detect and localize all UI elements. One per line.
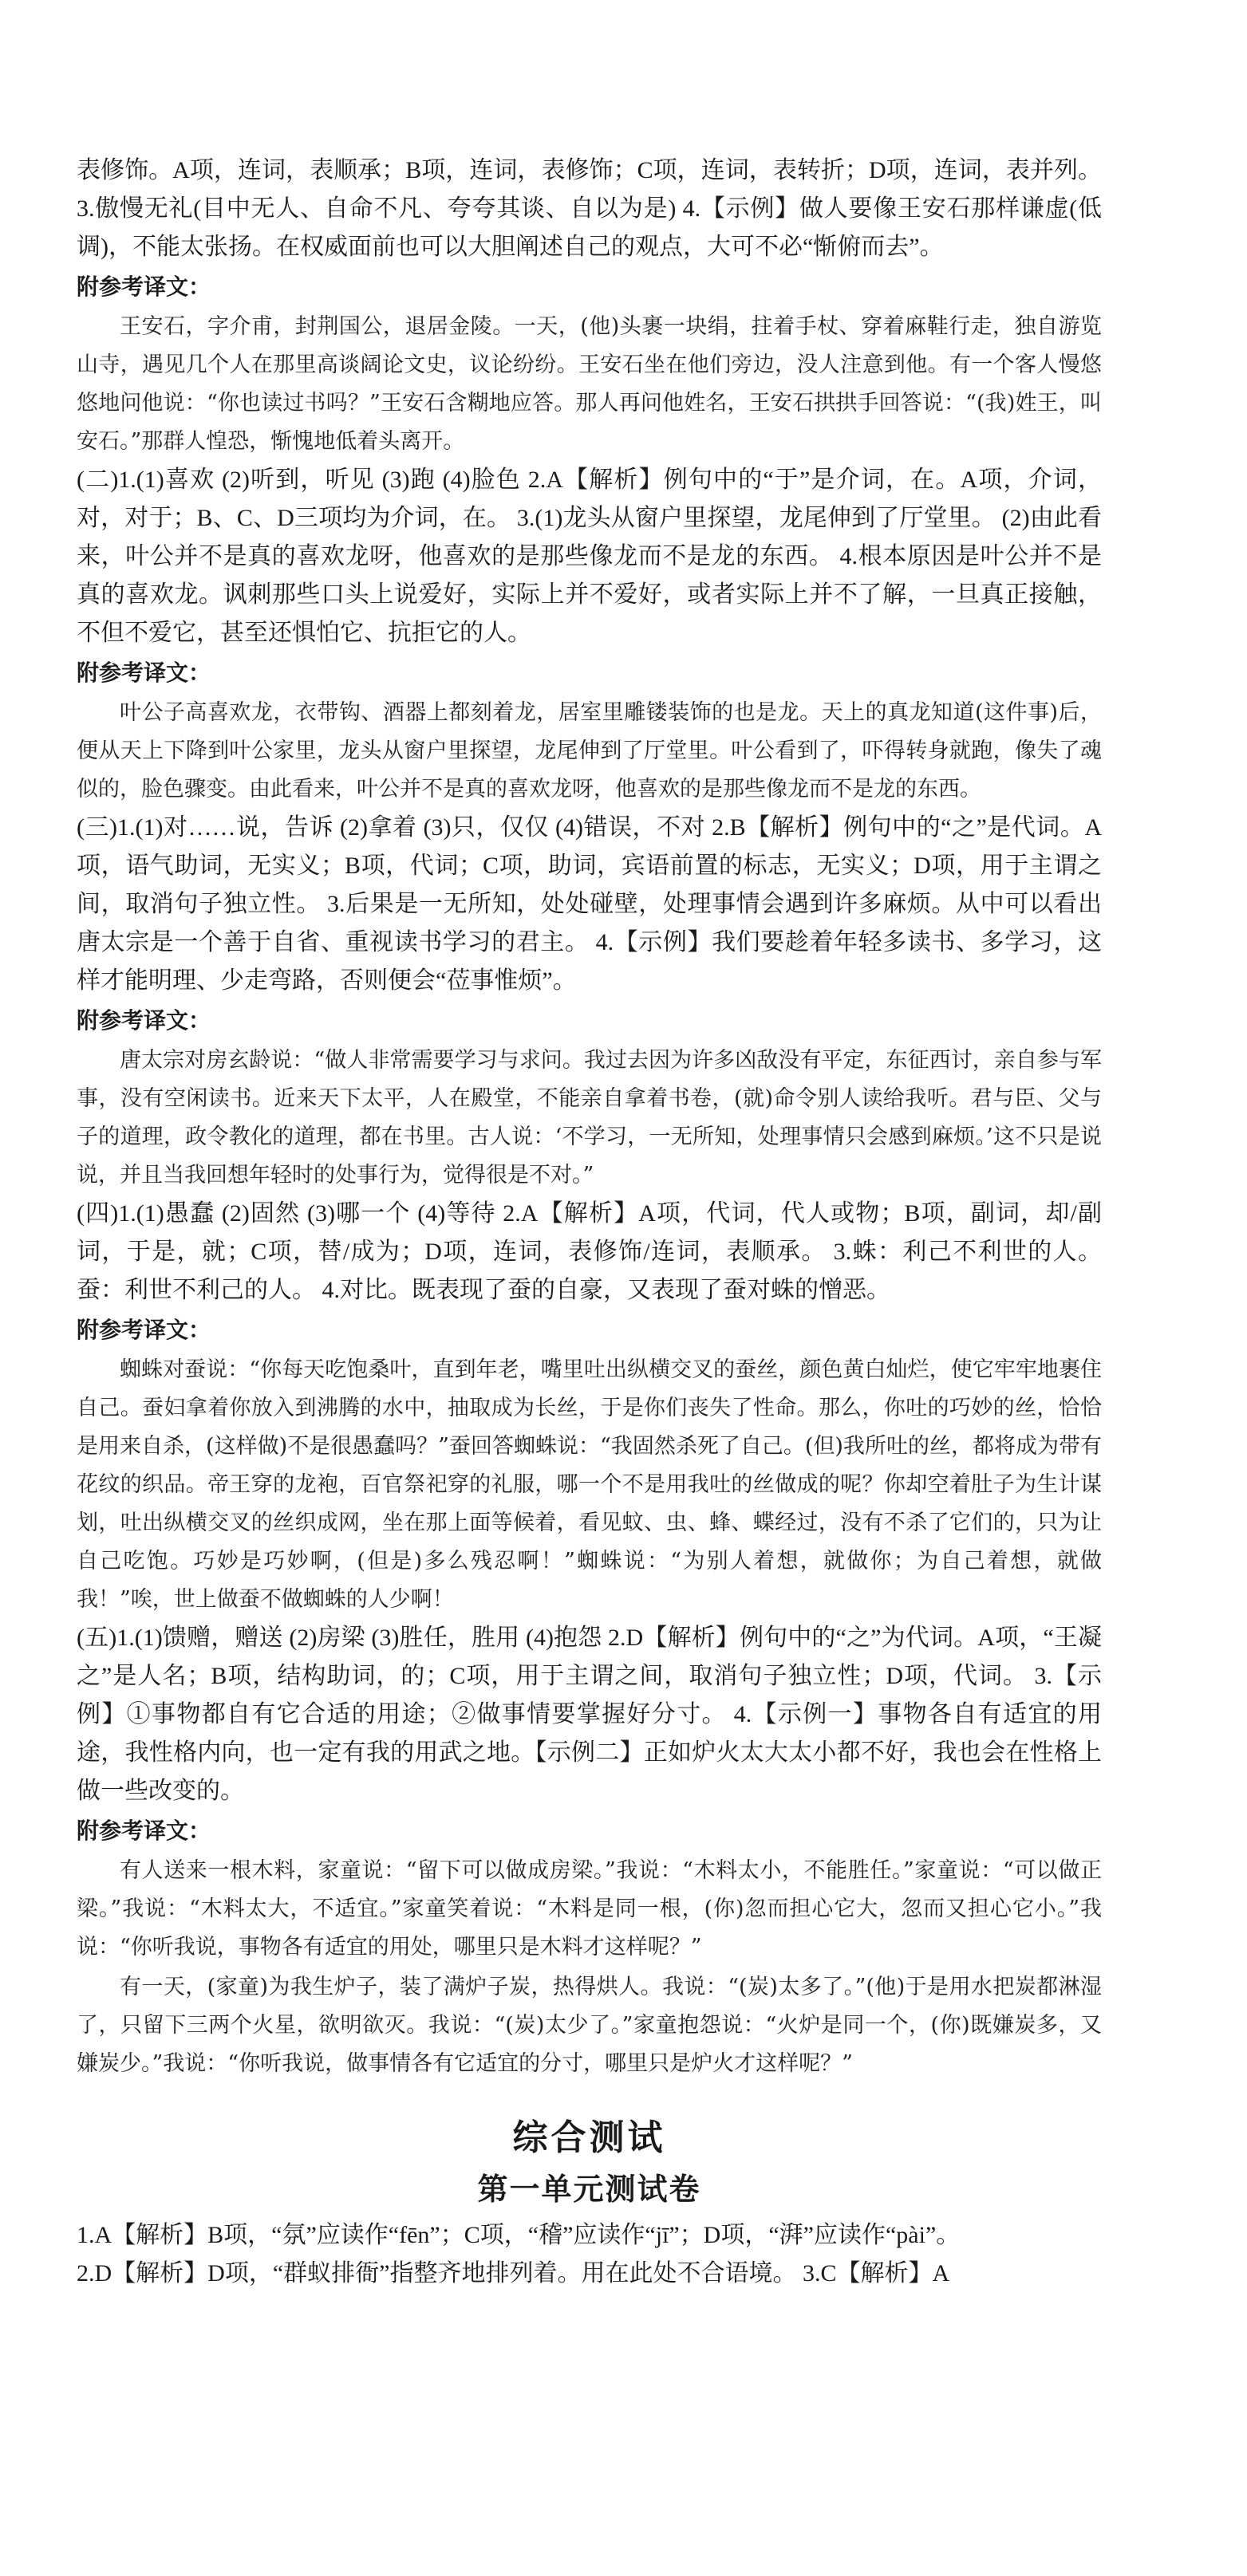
- translation-paragraph: 蜘蛛对蚕说：“你每天吃饱桑叶，直到年老，嘴里吐出纵横交叉的蚕丝，颜色黄白灿烂，使它牢牢地裹住自己。蚕妇拿着你放入到沸腾的水中，抽取成为长丝，于是你们丧失了性命。那么，你吐的巧妙的丝，恰恰是用来自杀，(这样做)不是很愚蠢吗？”蚕回答蜘蛛说：“我固然杀死了自己。(但)我所吐的丝，都将成为带有花纹的织品。帝王穿的龙袍，百官祭祀穿的礼服，哪一个不是用我吐的丝做成的呢？你却空着肚子为生计谋划，吐出纵横交叉的丝织成网，坐在那上面等候着，看见蚊、虫、蜂、蝶经过，没有不杀了它们的，只为让自己吃饱。巧妙是巧妙啊，(但是)多么残忍啊！”蜘蛛说：“为别人着想，就做你；为自己着想，就做我！”唉，世上做蚕不做蜘蛛的人少啊！: [77, 1357, 1102, 1612]
- answer-paragraph: (五)1.(1)馈赠，赠送 (2)房梁 (3)胜任，胜用 (4)抱怨 2.D【解析】例句中的“之”为代词。A项，“王凝之”是人名；B项，结构助词，的；C项，用于主谓之间，取消句子独立性；D项，代词。 3.【示例】①事物都自有它合适的用途；②做事情要掌握好分寸。 4.【示例一】事物各自有适宜的用途，我性格内向，也一定有我的用武之地。【示例二】正如炉火太大太小都不好，我也会在性格上做一些改变的。: [77, 1625, 1102, 1804]
- reference-translation-heading: 附参考译文：: [77, 274, 211, 300]
- answer-paragraph: (二)1.(1)喜欢 (2)听到，听见 (3)跑 (4)脸色 2.A【解析】例句中的“于”是介词，在。A项，介词，对，对于；B、C、D三项均为介词，在。 3.(1)龙头从窗户里探望，龙尾伸到了厅堂里。 (2)由此看来，叶公并不是真的喜欢龙呀，他喜欢的是那些像龙而不是龙的东西。 4.根本原因是叶公并不是真的喜欢龙。讽刺那些口头上说爱好，实际上并不爱好，或者实际上并不了解，一旦真正接触，不但不爱它，甚至还惧怕它、抗拒它的人。: [77, 467, 1102, 646]
- answer-paragraph: 表修饰。A项，连词，表顺承；B项，连词，表修饰；C项，连词，表转折；D项，连词，表并列。 3.傲慢无礼(目中无人、自命不凡、夸夸其谈、自以为是) 4.【示例】做人要像王安石那样谦虚(低调)，不能太张扬。在权威面前也可以大胆阐述自己的观点，大可不必“惭俯而去”。: [77, 157, 1102, 260]
- answer-paragraph: 2.D【解析】D项，“群蚁排衙”指整齐地排列着。用在此处不合语境。 3.C【解析】A: [77, 2260, 950, 2286]
- unit-test-title: 第一单元测试卷: [477, 2172, 701, 2207]
- answer-page: [77, 152, 1102, 2293]
- translation-paragraph: 唐太宗对房玄龄说：“做人非常需要学习与求问。我过去因为许多凶敌没有平定，东征西讨，亲自参与军事，没有空闲读书。近来天下太平，人在殿堂，不能亲自拿着书卷，(就)命令别人读给我听。君与臣、父与子的道理，政令教化的道理，都在书里。古人说：‘不学习，一无所知，处理事情只会感到麻烦。’这不只是说说，并且当我回想年轻时的处事行为，觉得很是不对。”: [77, 1048, 1102, 1188]
- reference-translation-heading: 附参考译文：: [77, 1818, 211, 1844]
- answer-paragraph: 1.A【解析】B项，“氛”应读作“fēn”；C项，“稽”应读作“jī”；D项，“湃”应读作“pài”。: [77, 2222, 961, 2248]
- answer-paragraph: (三)1.(1)对……说，告诉 (2)拿着 (3)只，仅仅 (4)错误，不对 2.B【解析】例句中的“之”是代词。A项，语气助词，无实义；B项，代词；C项，助词，宾语前置的标志，无实义；D项，用于主谓之间，取消句子独立性。 3.后果是一无所知，处处碰壁，处理事情会遇到许多麻烦。从中可以看出唐太宗是一个善于自省、重视读书学习的君主。 4.【示例】我们要趁着年轻多读书、多学习，这样才能明理、少走弯路，否则便会“莅事惟烦”。: [77, 814, 1102, 994]
- reference-translation-heading: 附参考译文：: [77, 660, 211, 686]
- translation-paragraph: 有人送来一根木料，家童说：“留下可以做成房梁。”我说：“木料太小，不能胜任。”家童说：“可以做正梁。”我说：“木料太大，不适宜。”家童笑着说：“木料是同一根，(你)忽而担心它大，忽而又担心它小。”我说：“你听我说，事物各有适宜的用处，哪里只是木料才这样呢？”: [77, 1858, 1102, 1960]
- translation-paragraph: 有一天，(家童)为我生炉子，装了满炉子炭，热得烘人。我说：“(炭)太多了。”(他)于是用水把炭都淋湿了，只留下三两个火星，欲明欲灭。我说：“(炭)太少了。”家童抱怨说：“火炉是同一个，(你)既嫌炭多，又嫌炭少。”我说：“你听我说，做事情各有它适宜的分寸，哪里只是炉火才这样呢？”: [77, 1975, 1102, 2076]
- reference-translation-heading: 附参考译文：: [77, 1317, 211, 1343]
- translation-paragraph: 叶公子高喜欢龙，衣带钩、酒器上都刻着龙，居室里雕镂装饰的也是龙。天上的真龙知道(这件事)后，便从天上下降到叶公家里，龙头从窗户里探望，龙尾伸到了厅堂里。叶公看到了，吓得转身就跑，像失了魂似的，脸色骤变。由此看来，叶公并不是真的喜欢龙呀，他喜欢的是那些像龙而不是龙的东西。: [77, 700, 1102, 802]
- answer-paragraph: (四)1.(1)愚蠢 (2)固然 (3)哪一个 (4)等待 2.A【解析】A项，代词，代人或物；B项，副词，却/副词，于是，就；C项，替/成为；D项，连词，表修饰/连词，表顺承。 3.蛛：利己不利世的人。蚕：利世不利己的人。 4.对比。既表现了蚕的自豪，又表现了蚕对蛛的憎恶。: [77, 1200, 1102, 1303]
- translation-paragraph: 王安石，字介甫，封荆国公，退居金陵。一天，(他)头裹一块绢，拄着手杖、穿着麻鞋行走，独自游览山寺，遇见几个人在那里高谈阔论文史，议论纷纷。王安石坐在他们旁边，没人注意到他。有一个客人慢悠悠地问他说：“你也读过书吗？”王安石含糊地应答。那人再问他姓名，王安石拱拱手回答说：“(我)姓王，叫安石。”那群人惶恐，惭愧地低着头离开。: [77, 314, 1102, 454]
- answer-blocks: [77, 152, 1102, 2083]
- reference-translation-heading: 附参考译文：: [77, 1007, 211, 1034]
- section-title: 综合测试: [512, 2117, 666, 2158]
